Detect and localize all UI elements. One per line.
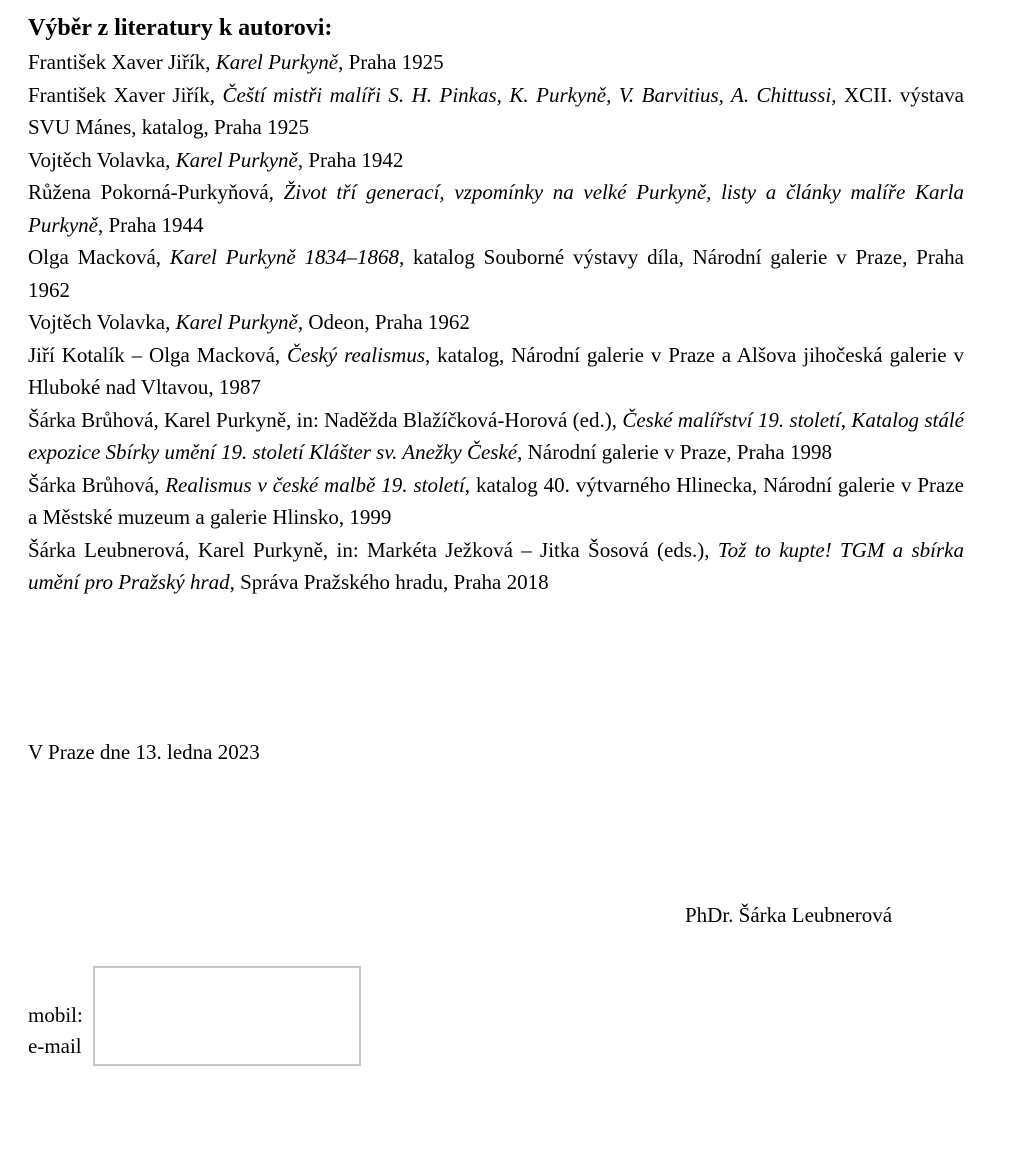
entry-text: Olga Macková,: [28, 245, 170, 269]
entry-text: , katalog, Národní galerie v Praze a Alšova jihočeská galerie v Hluboké nad Vltavou, 1987: [28, 342, 965, 399]
entry-text: Šárka Leubnerová, Karel Purkyně, in: Markéta Ježková – Jitka Šosová (eds.),: [28, 537, 718, 562]
bibliography-entry: [28, 79, 964, 144]
entry-text: , Praha 1925: [338, 50, 444, 74]
bibliography-entry: [28, 404, 964, 469]
entry-text: Vojtěch Volavka: [28, 147, 166, 172]
entry-text: , Národní galerie v Praze, Praha 1998: [517, 440, 832, 464]
bibliography-list: [28, 46, 964, 599]
bibliography-entry: [28, 469, 964, 534]
entry-text: Odeon, Praha 1962: [303, 310, 470, 334]
entry-text: Růžena Pokorná-Purkyňová,: [28, 180, 284, 204]
bibliography-entry: [28, 176, 964, 241]
entry-title-italic: Karel Purkyně 1834–1868: [169, 245, 399, 269]
entry-text: , katalog 40. výtvarného Hlinecka, Národní galerie v Praze a Městské muzeum a galerie Hlinsko, 1999: [28, 472, 964, 529]
document-body: [28, 14, 964, 599]
entry-text: Jiří Kotalík – Olga Macková,: [28, 342, 288, 367]
entry-title-italic: Tož to kupte! TGM a sbírka umění pro Pražský hrad: [28, 537, 964, 594]
entry-title-italic: České malířství 19. století, Katalog stálé expozice Sbírky umění 19. století Klášter sv. Anežky České: [28, 407, 964, 464]
redacted-contact-box: [93, 966, 361, 1066]
entry-text: XCII. výstava SVU Mánes, katalog, Praha 1925: [28, 82, 965, 139]
entry-title-italic: Karel Purkyně: [215, 50, 339, 74]
entry-text: , Správa Pražského hradu, Praha 2018: [229, 570, 549, 594]
bibliography-entry: [28, 339, 964, 404]
entry-title-italic: Český realismus: [287, 342, 425, 367]
mobile-label: mobil:: [28, 1003, 83, 1027]
author-signature: PhDr. Šárka Leubnerová: [685, 903, 893, 927]
entry-text: , Praha 1942: [297, 147, 404, 172]
entry-text: , katalog Souborné výstavy díla, Národní galerie v Praze, Praha 1962: [28, 245, 964, 302]
email-label: e-mail: [28, 1034, 82, 1058]
closing-date: V Praze dne 13. ledna 2023: [28, 740, 260, 764]
entry-text: , Praha 1944: [97, 212, 204, 237]
bibliography-entry: [28, 534, 964, 599]
bibliography-entry: [28, 241, 964, 306]
document-title: Výběr z literatury k autorovi:: [28, 15, 333, 41]
entry-text: Šárka Brůhová,: [28, 472, 166, 497]
bibliography-entry: [28, 306, 964, 339]
entry-title-italic: Čeští mistři malíři S. H. Pinkas, K. Purkyně, V. Barvitius, A. Chittussi,: [222, 82, 837, 107]
entry-text: Šárka Brůhová, Karel Purkyně, in: Naděžda Blažíčková-Horová (ed.),: [28, 407, 623, 432]
bibliography-entry: [28, 46, 964, 79]
entry-text: Vojtěch Volavka,: [28, 310, 176, 334]
entry-title-italic: Realismus v české malbě 19. století: [165, 472, 465, 497]
contact-labels: [28, 1000, 83, 1062]
entry-text: František Xaver Jiřík,: [28, 82, 223, 107]
entry-text: František Xaver Jiřík,: [28, 50, 216, 74]
entry-title-italic: , Karel Purkyně: [165, 147, 298, 172]
bibliography-entry: [28, 144, 964, 177]
entry-title-italic: Karel Purkyně,: [175, 310, 304, 334]
entry-title-italic: Život tří generací, vzpomínky na velké Purkyně, listy a články malíře Karla Purkyně: [28, 180, 964, 237]
